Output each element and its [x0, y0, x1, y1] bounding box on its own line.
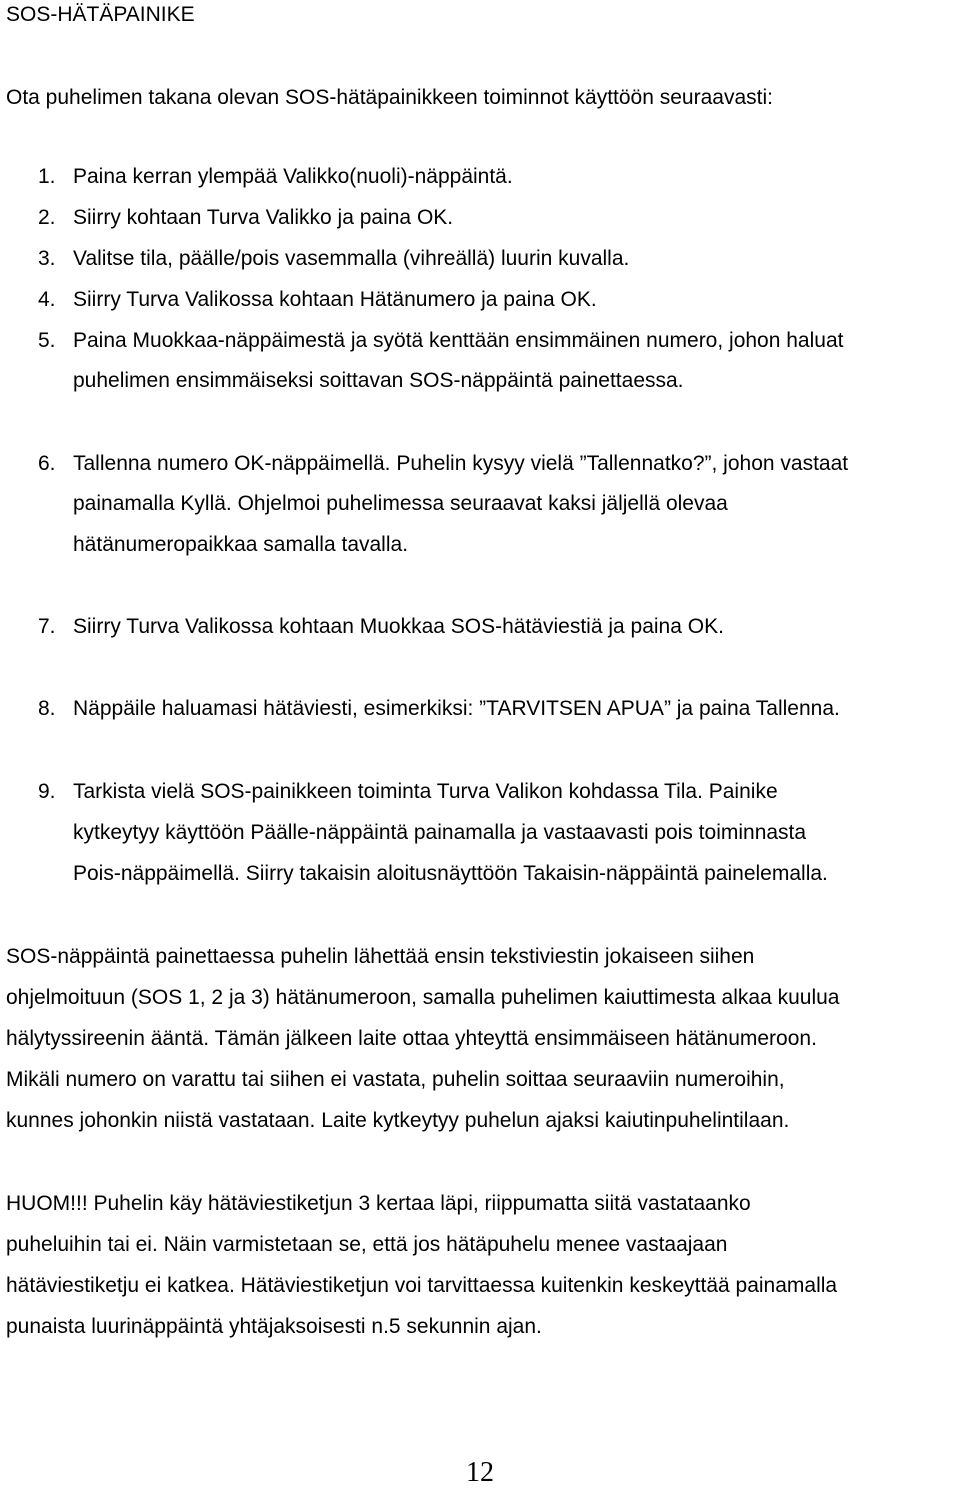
step-number: 8. [38, 697, 56, 720]
step-number: 1. [38, 165, 56, 188]
paragraph-line: punaista luurinäppäintä yhtäjaksoisesti n.5 sekunnin ajan. [6, 1315, 542, 1338]
paragraph-line: SOS-näppäintä painettaessa puhelin lähettää ensin tekstiviestin jokaiseen siihen [6, 945, 755, 968]
paragraph-line: puheluihin tai ei. Näin varmistetaan se, että jos hätäpuhelu menee vastaajaan [6, 1233, 728, 1256]
step-text-line: Tarkista vielä SOS-painikkeen toiminta Turva Valikon kohdassa Tila. Painike [73, 780, 778, 803]
step-number: 3. [38, 247, 56, 270]
document-title: SOS-HÄTÄPAINIKE [6, 3, 195, 26]
step-text-line: Siirry kohtaan Turva Valikko ja paina OK. [73, 206, 454, 229]
step-text-line: Siirry Turva Valikossa kohtaan Hätänumero ja paina OK. [73, 288, 597, 311]
step-text-line: Siirry Turva Valikossa kohtaan Muokkaa SOS-hätäviestiä ja paina OK. [73, 615, 724, 638]
paragraph-line: hätäviestiketju ei katkea. Hätäviestiketjun voi tarvittaessa kuitenkin keskeyttää painamalla [6, 1274, 838, 1297]
step-text-line: Valitse tila, päälle/pois vasemmalla (vihreällä) luurin kuvalla. [73, 247, 630, 270]
step-text-line: puhelimen ensimmäiseksi soittavan SOS-näppäintä painettaessa. [73, 369, 684, 392]
paragraph-line: Mikäli numero on varattu tai siihen ei vastata, puhelin soittaa seuraaviin numeroihin, [6, 1068, 785, 1091]
step-text-line: Tallenna numero OK-näppäimellä. Puhelin kysyy vielä ”Tallennatko?”, johon vastaat [73, 452, 849, 475]
step-number: 5. [38, 329, 56, 352]
step-text-line: Näppäile haluamasi hätäviesti, esimerkiksi: ”TARVITSEN APUA” ja paina Tallenna. [73, 697, 840, 720]
step-text-line: hätänumeropaikkaa samalla tavalla. [73, 533, 409, 556]
paragraph-line: hälytyssireenin ääntä. Tämän jälkeen laite ottaa yhteyttä ensimmäiseen hätänumeroon. [6, 1027, 817, 1050]
step-number: 9. [38, 780, 56, 803]
step-number: 4. [38, 288, 56, 311]
step-number: 6. [38, 452, 56, 475]
paragraph-line: HUOM!!! Puhelin käy hätäviestiketjun 3 kertaa läpi, riippumatta siitä vastataanko [6, 1192, 751, 1215]
step-text-line: kytkeytyy käyttöön Päälle-näppäintä painamalla ja vastaavasti pois toiminnasta [73, 821, 807, 844]
paragraph-line: ohjelmoituun (SOS 1, 2 ja 3) hätänumeroon, samalla puhelimen kaiuttimesta alkaa kuulua [6, 986, 840, 1009]
intro-text: Ota puhelimen takana olevan SOS-hätäpainikkeen toiminnot käyttöön seuraavasti: [6, 86, 773, 109]
page-number: 12 [466, 1457, 494, 1488]
paragraph-line: kunnes johonkin niistä vastataan. Laite kytkeytyy puhelun ajaksi kaiutinpuhelintilaan. [6, 1109, 790, 1132]
step-text-line: Paina kerran ylempää Valikko(nuoli)-näppäintä. [73, 165, 513, 188]
step-number: 7. [38, 615, 56, 638]
step-text-line: Pois-näppäimellä. Siirry takaisin aloitusnäyttöön Takaisin-näppäintä painelemalla. [73, 862, 828, 885]
step-number: 2. [38, 206, 56, 229]
step-text-line: painamalla Kyllä. Ohjelmoi puhelimessa seuraavat kaksi jäljellä olevaa [73, 492, 728, 515]
step-text-line: Paina Muokkaa-näppäimestä ja syötä kenttään ensimmäinen numero, johon haluat [73, 329, 844, 352]
